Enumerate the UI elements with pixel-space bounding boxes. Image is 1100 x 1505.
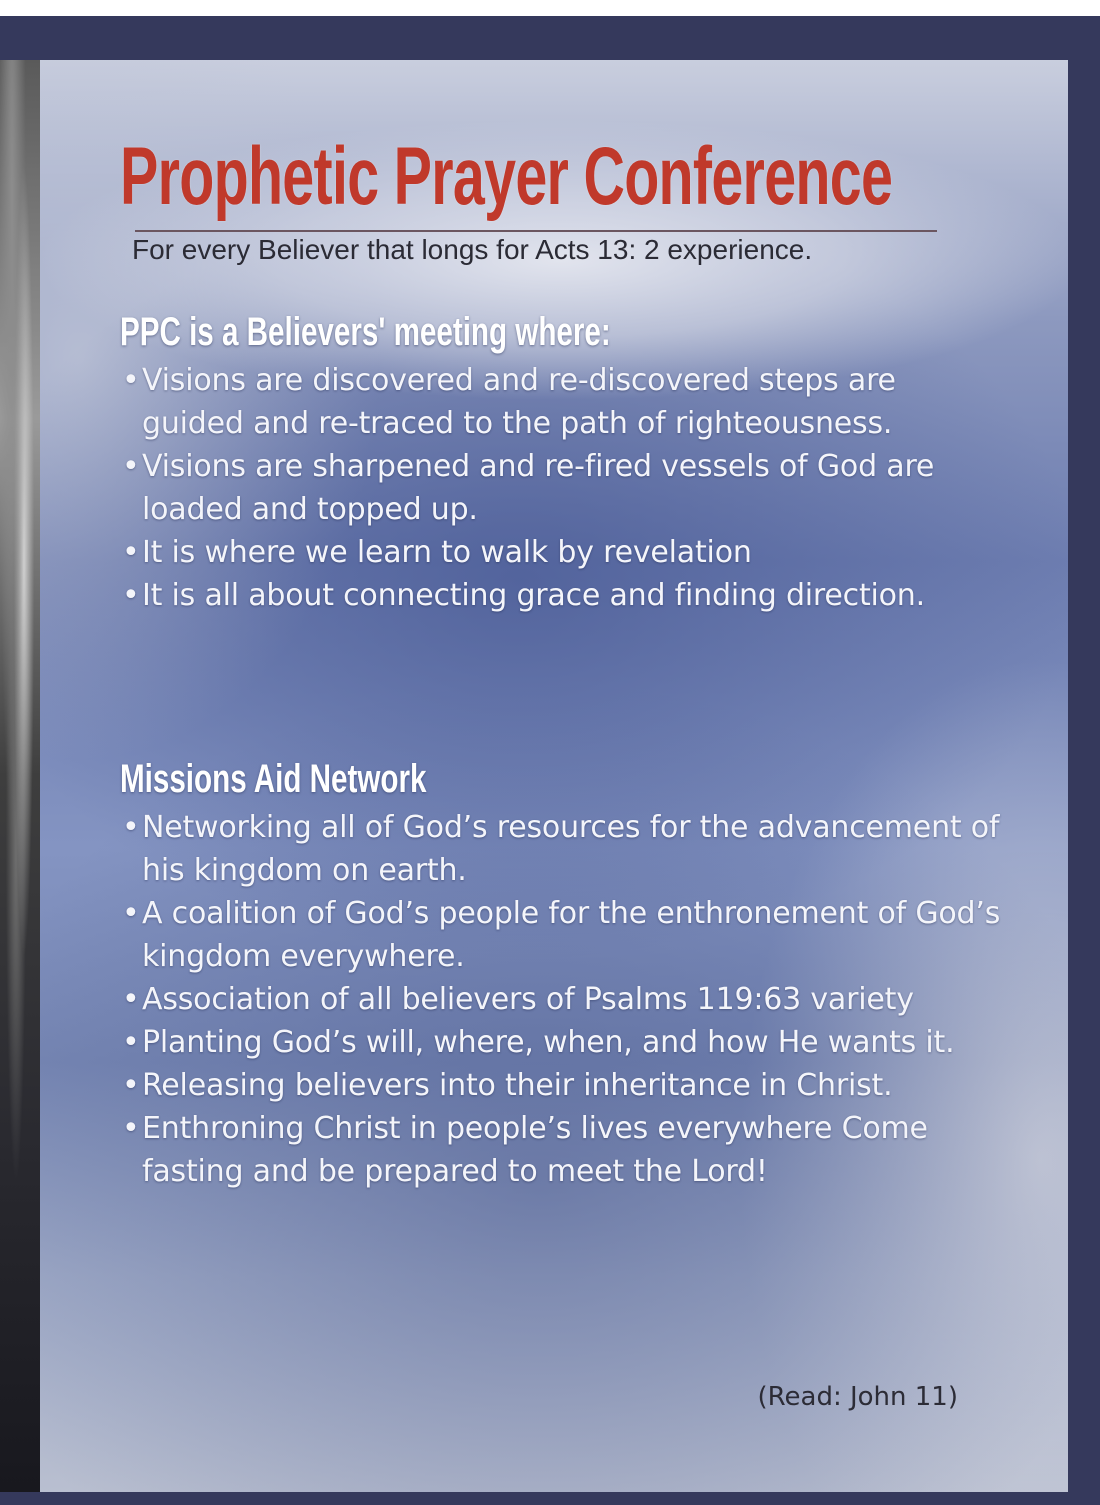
list-item-text: Networking all of God’s resources for the advancement of his kingdom on earth. xyxy=(142,810,1000,888)
bullet: • xyxy=(122,578,140,613)
page-title: Prophetic Prayer Conference xyxy=(120,131,893,222)
list-item xyxy=(122,978,1002,1021)
list-item-text: A coalition of God’s people for the enthronement of God’s kingdom everywhere. xyxy=(142,896,1001,974)
list-item xyxy=(122,359,1002,445)
bullet: • xyxy=(122,982,140,1017)
list-item-text: Visions are sharpened and re-fired vessels of God are loaded and topped up. xyxy=(142,449,935,527)
bullet: • xyxy=(122,1111,140,1146)
list-item xyxy=(122,806,1002,892)
scripture-reference: (Read: John 11) xyxy=(757,1382,958,1412)
bullet: • xyxy=(122,810,140,845)
title-underline xyxy=(135,230,937,232)
list-item-text: It is all about connecting grace and finding direction. xyxy=(142,578,925,613)
subtitle: For every Believer that longs for Acts 13: 2 experience. xyxy=(132,234,813,265)
bullet: • xyxy=(122,1068,140,1103)
ppc-list xyxy=(122,359,1002,617)
bullet: • xyxy=(122,535,140,570)
ppc-heading: PPC is a Believers' meeting where: xyxy=(120,310,611,354)
bullet: • xyxy=(122,363,140,398)
list-item xyxy=(122,1064,1002,1107)
missions-heading: Missions Aid Network xyxy=(120,757,427,801)
bullet: • xyxy=(122,1025,140,1060)
list-item-text: It is where we learn to walk by revelation xyxy=(142,535,752,570)
list-item xyxy=(122,445,1002,531)
bullet: • xyxy=(122,449,140,484)
list-item xyxy=(122,1021,1002,1064)
bullet: • xyxy=(122,896,140,931)
list-item xyxy=(122,1107,1002,1193)
list-item-text: Association of all believers of Psalms 119:63 variety xyxy=(142,982,914,1017)
list-item-text: Releasing believers into their inheritance in Christ. xyxy=(142,1068,893,1103)
list-item-text: Visions are discovered and re-discovered steps are guided and re-traced to the path of righteousness. xyxy=(142,363,896,441)
background-texture-strip xyxy=(0,60,40,1492)
missions-list xyxy=(122,806,1002,1193)
list-item xyxy=(122,531,1002,574)
list-item-text: Planting God’s will, where, when, and how He wants it. xyxy=(142,1025,955,1060)
list-item xyxy=(122,892,1002,978)
poster-card xyxy=(40,60,1068,1492)
list-item-text: Enthroning Christ in people’s lives everywhere Come fasting and be prepared to meet the Lord! xyxy=(142,1111,928,1189)
list-item xyxy=(122,574,1002,617)
